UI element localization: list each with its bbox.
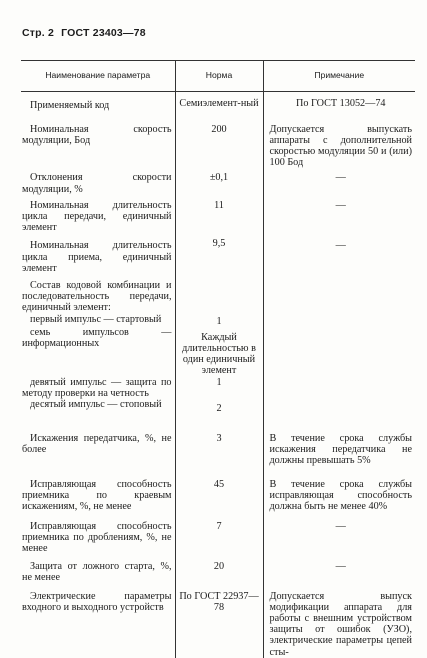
standard-code: ГОСТ 23403—78 [61, 27, 146, 39]
norm-cell: 11 [175, 195, 263, 234]
norm-cell: 3 [175, 433, 263, 473]
param-cell [21, 314, 175, 327]
param-text: первый импульс — стартовый [30, 313, 162, 325]
param-text: Номинальная длительность цикла передачи, единичный элемент [22, 199, 172, 234]
note-cell [263, 327, 415, 377]
param-text: Искажения передатчика, %, не более [22, 432, 172, 456]
note-dash: — [335, 520, 346, 532]
parameter-table [21, 60, 415, 658]
table-row [21, 555, 415, 585]
column-header-norm: Норма [175, 61, 263, 92]
table-row [21, 233, 415, 274]
param-cell [21, 195, 175, 234]
note-cell [263, 233, 415, 274]
param-text: девятый импульс — защита по методу проверки на четность [22, 376, 172, 399]
norm-cell: 2 [175, 399, 263, 433]
norm-cell: 9,5 [175, 233, 263, 274]
table-row [21, 399, 415, 433]
table-row [21, 124, 415, 169]
param-text: Электрические параметры входного и выходного устройств [22, 590, 172, 613]
note-dash: — [335, 240, 346, 252]
norm-cell: 7 [175, 515, 263, 555]
param-text: Номинальная длительность цикла приема, единичный элемент [22, 240, 172, 274]
param-cell [21, 399, 175, 433]
table-row [21, 92, 415, 124]
param-cell [21, 555, 175, 585]
note-cell [263, 195, 415, 234]
param-cell [21, 92, 175, 124]
norm-cell: 200 [175, 124, 263, 169]
param-text: Отклонения скорости модуляции, % [22, 172, 172, 195]
note-dash: — [335, 199, 346, 211]
note-cell [263, 377, 415, 399]
param-cell [21, 433, 175, 473]
param-cell [21, 515, 175, 555]
note-cell: Допускается выпускать аппараты с дополнительной скоростью модуляции 50 и (или) 100 Бод [263, 124, 415, 169]
note-cell [263, 168, 415, 194]
param-text: Исправляющая способность приемника по краевым искажениям, %, не менее [22, 478, 172, 513]
norm-cell: Семиэлемент-ный [175, 92, 263, 124]
param-cell [21, 168, 175, 194]
table-row [21, 377, 415, 399]
note-cell: По ГОСТ 13052—74 [263, 92, 415, 124]
param-cell [21, 377, 175, 399]
note-cell: В течение срока службы исправляющая способность должна быть не менее 40% [263, 473, 415, 515]
param-cell [21, 274, 175, 314]
param-text: Исправляющая способность приемника по дроблениям, %, не менее [22, 520, 172, 555]
param-cell [21, 124, 175, 169]
table-row [21, 473, 415, 515]
note-cell [263, 399, 415, 433]
table-row [21, 515, 415, 555]
param-text: десятый импульс — стоповый [30, 398, 162, 410]
param-text: Состав кодовой комбинации и последовательность передачи, единичный элемент: [22, 279, 172, 314]
table-row [21, 168, 415, 194]
note-dash: — [335, 172, 346, 184]
table-row [21, 274, 415, 314]
note-cell: В течение срока службы искажения передатчика не должны превышать 5% [263, 433, 415, 473]
param-cell [21, 473, 175, 515]
param-cell [21, 585, 175, 658]
table-header-row [21, 61, 415, 92]
param-text: Номинальная скорость модуляции, Бод [22, 123, 172, 146]
norm-cell: По ГОСТ 22937—78 [175, 585, 263, 658]
table-row [21, 433, 415, 473]
norm-cell: Каждый длительностью в один единичный элемент [175, 327, 263, 377]
norm-cell: ±0,1 [175, 168, 263, 194]
param-text: Применяемый код [30, 100, 110, 111]
note-cell: Допускается выпуск модификации аппарата для работы с внешним устройством защиты от ошибок (УЗО), электрические параметры цепей сты- [263, 585, 415, 658]
note-dash: — [335, 560, 346, 572]
norm-cell: 45 [175, 473, 263, 515]
param-cell [21, 233, 175, 274]
note-cell [263, 515, 415, 555]
norm-cell: 1 [175, 314, 263, 327]
note-cell [263, 314, 415, 327]
param-text: семь импульсов — информационных [22, 326, 172, 349]
param-text: Защита от ложного старта, %, не менее [22, 560, 172, 583]
param-cell [21, 327, 175, 377]
table-row [21, 195, 415, 234]
page-number: Стр. 2 [22, 27, 55, 39]
table-row [21, 585, 415, 658]
page-header [22, 27, 150, 39]
note-cell [263, 274, 415, 314]
norm-cell: 1 [175, 377, 263, 399]
note-cell [263, 555, 415, 585]
table-row [21, 314, 415, 327]
norm-cell [175, 274, 263, 314]
norm-cell: 20 [175, 555, 263, 585]
column-header-note: Примечание [263, 61, 415, 92]
table-row [21, 327, 415, 377]
column-header-parameter: Наименование параметра [21, 61, 175, 92]
